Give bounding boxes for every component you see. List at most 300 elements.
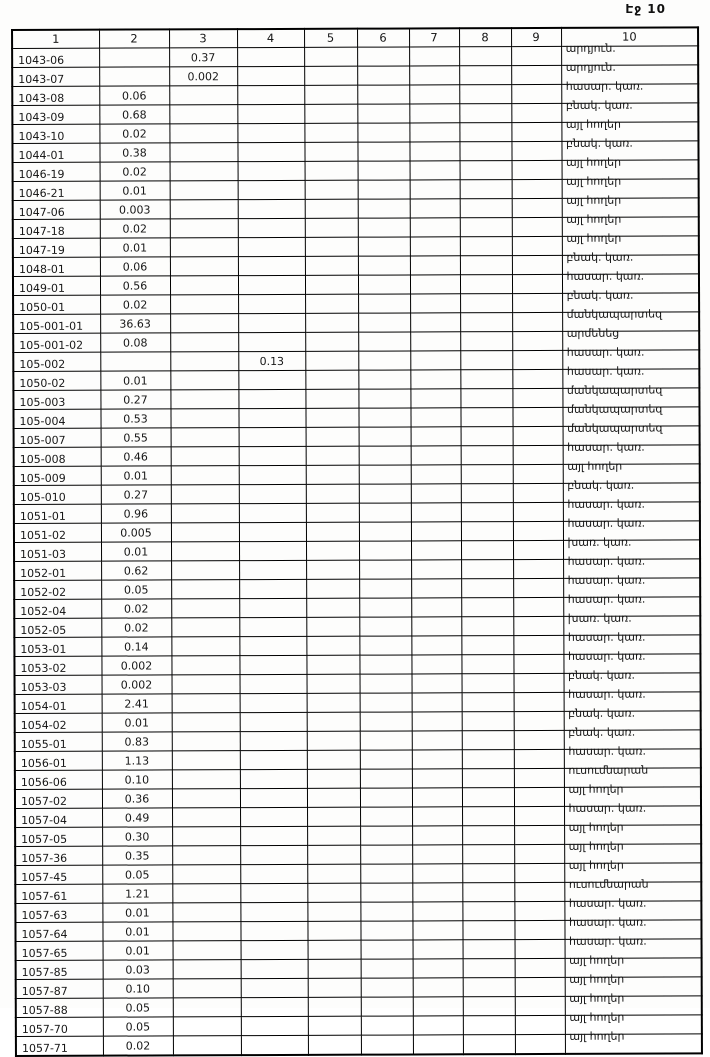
cell-value bbox=[239, 636, 306, 655]
cell-value bbox=[462, 921, 514, 940]
cell-value bbox=[514, 844, 564, 863]
cell-parcel-code bbox=[13, 200, 100, 219]
land-use-text: հասար. կառ. bbox=[566, 364, 645, 378]
cell-value bbox=[307, 731, 360, 750]
cell-value bbox=[513, 540, 563, 559]
cell-value bbox=[514, 920, 564, 939]
cell-value bbox=[410, 180, 460, 199]
cell-value bbox=[169, 67, 237, 86]
cell-value bbox=[361, 1016, 413, 1035]
value-text: 2.41 bbox=[124, 696, 149, 711]
land-use-text: հասար. կառ. bbox=[569, 934, 647, 948]
cell-value bbox=[412, 693, 462, 712]
column-header: 2 bbox=[99, 29, 169, 48]
cell-value bbox=[240, 921, 307, 940]
cell-value bbox=[101, 523, 171, 542]
cell-value bbox=[103, 1017, 173, 1036]
parcel-code-text: 1044-01 bbox=[18, 148, 65, 162]
cell-value bbox=[237, 142, 304, 161]
cell-value bbox=[305, 294, 358, 313]
cell-value bbox=[512, 217, 562, 236]
cell-value bbox=[240, 864, 307, 883]
parcel-code-text: 1043-10 bbox=[18, 129, 65, 143]
cell-value bbox=[459, 104, 511, 123]
cell-value bbox=[100, 238, 170, 257]
column-header: 4 bbox=[237, 29, 304, 48]
cell-value bbox=[361, 1035, 413, 1055]
cell-parcel-code bbox=[15, 903, 102, 922]
cell-value bbox=[307, 921, 360, 940]
cell-value bbox=[239, 446, 306, 465]
cell-value bbox=[462, 826, 514, 845]
land-use-text: այլ հողեր bbox=[566, 212, 622, 226]
cell-value bbox=[460, 408, 512, 427]
cell-value bbox=[99, 124, 169, 143]
cell-value bbox=[240, 750, 307, 769]
parcel-code-text: 105-003 bbox=[19, 395, 66, 409]
land-use-text: այլ հողեր bbox=[568, 820, 624, 834]
cell-value bbox=[170, 390, 238, 409]
cell-value bbox=[513, 597, 563, 616]
cell-value bbox=[513, 502, 563, 521]
cell-value bbox=[411, 636, 461, 655]
land-use-text: այլ հողեր bbox=[568, 858, 624, 872]
cell-value bbox=[305, 332, 358, 351]
cell-parcel-code bbox=[14, 542, 101, 561]
cell-value bbox=[240, 674, 307, 693]
cell-value bbox=[238, 389, 305, 408]
land-use-text: բնակ. կառ. bbox=[565, 136, 633, 150]
cell-value bbox=[305, 161, 358, 180]
cell-value bbox=[239, 522, 306, 541]
cell-value bbox=[412, 750, 462, 769]
cell-value bbox=[463, 997, 515, 1016]
cell-value bbox=[170, 238, 238, 257]
cell-value bbox=[170, 276, 238, 295]
cell-value bbox=[411, 522, 461, 541]
cell-parcel-code bbox=[15, 865, 102, 884]
column-header: 3 bbox=[169, 29, 237, 48]
cell-value bbox=[358, 256, 410, 275]
cell-value bbox=[306, 503, 359, 522]
cell-value bbox=[101, 637, 171, 656]
land-use-text: այլ հողեր bbox=[569, 972, 625, 986]
cell-value bbox=[239, 560, 306, 579]
cell-value bbox=[101, 656, 171, 675]
parcel-code-text: 105-007 bbox=[19, 433, 66, 447]
cell-value bbox=[170, 181, 238, 200]
value-text: 0.01 bbox=[125, 905, 150, 920]
table-body bbox=[12, 41, 702, 1056]
cell-value bbox=[357, 85, 409, 104]
land-use-text: այլ հողեր bbox=[566, 174, 622, 188]
parcel-code-text: 105-002 bbox=[19, 357, 66, 371]
cell-value bbox=[102, 846, 172, 865]
land-use-text: մանկապարտեզ bbox=[567, 421, 663, 435]
cell-value bbox=[513, 578, 563, 597]
cell-value bbox=[459, 66, 511, 85]
cell-value bbox=[306, 598, 359, 617]
cell-value bbox=[410, 389, 460, 408]
land-use-text: հասար. կառ. bbox=[567, 497, 646, 511]
cell-parcel-code bbox=[14, 637, 101, 656]
cell-value bbox=[171, 561, 239, 580]
cell-value bbox=[514, 825, 564, 844]
cell-value bbox=[514, 901, 564, 920]
cell-parcel-code bbox=[13, 257, 100, 276]
cell-value bbox=[411, 598, 461, 617]
cell-value bbox=[308, 1035, 361, 1055]
land-use-text: այլ հողեր bbox=[569, 953, 625, 967]
cell-value bbox=[463, 1016, 515, 1035]
cell-value bbox=[100, 181, 170, 200]
cell-parcel-code bbox=[14, 656, 101, 675]
value-text: 0.49 bbox=[124, 810, 150, 825]
cell-value bbox=[237, 47, 304, 66]
cell-value bbox=[463, 940, 515, 959]
cell-value bbox=[172, 808, 240, 827]
parcel-code-text: 1057-70 bbox=[21, 1022, 68, 1036]
cell-value bbox=[171, 618, 239, 637]
cell-value bbox=[173, 1017, 241, 1036]
cell-value bbox=[304, 104, 357, 123]
cell-value bbox=[238, 199, 305, 218]
cell-value bbox=[307, 693, 360, 712]
cell-value bbox=[240, 731, 307, 750]
cell-value bbox=[514, 711, 564, 730]
cell-value bbox=[512, 255, 562, 274]
cell-parcel-code bbox=[15, 751, 102, 770]
value-text: 0.10 bbox=[125, 981, 150, 996]
cell-value bbox=[462, 845, 514, 864]
value-text: 0.02 bbox=[122, 297, 148, 312]
land-use-text: այլ հողեր bbox=[569, 1010, 625, 1024]
cell-value bbox=[306, 655, 359, 674]
value-text: 0.02 bbox=[123, 601, 149, 616]
cell-parcel-code bbox=[16, 1036, 103, 1056]
cell-value bbox=[99, 86, 169, 105]
cell-value bbox=[171, 504, 239, 523]
cell-value bbox=[358, 294, 410, 313]
cell-value bbox=[359, 617, 411, 636]
cell-value bbox=[460, 237, 512, 256]
value-text: 0.05 bbox=[125, 1019, 151, 1034]
cell-value bbox=[410, 218, 460, 237]
land-use-text: այլ հողեր bbox=[569, 1029, 625, 1043]
cell-value bbox=[171, 599, 239, 618]
cell-value bbox=[413, 959, 463, 978]
cell-value bbox=[171, 447, 239, 466]
value-text: 0.30 bbox=[124, 829, 150, 844]
cell-parcel-code bbox=[15, 694, 102, 713]
cell-value bbox=[359, 522, 411, 541]
cell-value bbox=[513, 445, 563, 464]
cell-value bbox=[409, 123, 459, 142]
cell-value bbox=[460, 370, 512, 389]
cell-value bbox=[512, 236, 562, 255]
cell-value bbox=[100, 200, 170, 219]
land-use-text: արմենեց bbox=[566, 326, 620, 340]
parcel-code-text: 1054-01 bbox=[20, 699, 67, 713]
cell-value bbox=[459, 85, 511, 104]
cell-value bbox=[463, 978, 515, 997]
parcel-code-text: 105-009 bbox=[19, 471, 66, 485]
cell-value bbox=[169, 86, 237, 105]
cell-value bbox=[102, 903, 172, 922]
cell-parcel-code bbox=[14, 428, 101, 447]
cell-value bbox=[412, 769, 462, 788]
cell-value bbox=[103, 998, 173, 1017]
cell-value bbox=[515, 958, 565, 977]
cell-value bbox=[411, 484, 461, 503]
cell-value bbox=[514, 882, 564, 901]
cell-value bbox=[462, 788, 514, 807]
cell-value bbox=[461, 446, 513, 465]
cell-value bbox=[305, 218, 358, 237]
cell-value bbox=[513, 616, 563, 635]
cell-value bbox=[169, 143, 237, 162]
cell-value bbox=[238, 294, 305, 313]
cell-value bbox=[411, 617, 461, 636]
value-text: 0.27 bbox=[123, 487, 149, 502]
column-header: 10 bbox=[561, 27, 698, 46]
cell-value bbox=[460, 389, 512, 408]
cell-value bbox=[460, 332, 512, 351]
parcel-code-text: 1052-04 bbox=[20, 604, 67, 618]
cell-value bbox=[460, 294, 512, 313]
land-use-text: բնակ. կառ. bbox=[567, 478, 635, 492]
cell-value bbox=[409, 104, 459, 123]
cell-value bbox=[514, 749, 564, 768]
cell-value bbox=[411, 465, 461, 484]
cell-value bbox=[103, 979, 173, 998]
land-use-text: խառ. կառ. bbox=[567, 611, 632, 625]
cell-value bbox=[514, 806, 564, 825]
cell-parcel-code bbox=[16, 998, 103, 1017]
cell-value bbox=[304, 47, 357, 66]
cell-value bbox=[304, 85, 357, 104]
cell-parcel-code bbox=[16, 941, 103, 960]
cell-value bbox=[172, 789, 240, 808]
cell-value bbox=[514, 787, 564, 806]
parcel-code-text: 1057-88 bbox=[21, 1003, 68, 1017]
value-text: 0.27 bbox=[123, 392, 148, 407]
cell-value bbox=[172, 770, 240, 789]
cell-value bbox=[239, 598, 306, 617]
cell-parcel-code bbox=[14, 561, 101, 580]
cell-parcel-code bbox=[15, 827, 102, 846]
cell-value bbox=[462, 902, 514, 921]
cell-parcel-code bbox=[14, 599, 101, 618]
land-use-text: այլ հողեր bbox=[566, 155, 622, 169]
cell-value bbox=[410, 237, 460, 256]
cell-value bbox=[172, 846, 240, 865]
value-text: 0.02 bbox=[122, 126, 147, 141]
cell-parcel-code bbox=[12, 86, 99, 105]
cell-value bbox=[239, 465, 306, 484]
cell-value bbox=[511, 84, 561, 103]
column-header: 7 bbox=[409, 28, 459, 47]
cell-value bbox=[512, 274, 562, 293]
land-use-text: հասար. կառ. bbox=[567, 592, 646, 606]
cell-value bbox=[357, 123, 409, 142]
parcel-code-text: 1055-01 bbox=[20, 737, 67, 751]
cell-value bbox=[101, 618, 171, 637]
cell-parcel-code bbox=[14, 523, 101, 542]
parcel-code-text: 1054-02 bbox=[20, 718, 67, 732]
parcel-code-text: 1057-61 bbox=[21, 889, 68, 903]
cell-value bbox=[514, 730, 564, 749]
cell-value bbox=[238, 351, 305, 370]
cell-value bbox=[100, 295, 170, 314]
cell-value bbox=[308, 997, 361, 1016]
cell-value bbox=[460, 199, 512, 218]
cell-value bbox=[171, 485, 239, 504]
cell-value bbox=[513, 464, 563, 483]
cell-value bbox=[411, 560, 461, 579]
value-text: 0.01 bbox=[124, 715, 149, 730]
cell-value bbox=[460, 218, 512, 237]
cell-value bbox=[173, 1036, 241, 1056]
cell-value bbox=[171, 656, 239, 675]
land-use-text: հասար. կառ. bbox=[567, 630, 646, 644]
cell-value bbox=[306, 560, 359, 579]
cell-value bbox=[101, 428, 171, 447]
cell-value bbox=[307, 902, 360, 921]
parcel-code-text: 1057-87 bbox=[21, 984, 68, 998]
cell-value bbox=[307, 807, 360, 826]
cell-value bbox=[304, 66, 357, 85]
cell-value bbox=[462, 693, 514, 712]
value-text: 0.38 bbox=[122, 145, 147, 160]
value-text: 0.01 bbox=[123, 544, 149, 559]
cell-value bbox=[102, 808, 172, 827]
cell-value bbox=[511, 103, 561, 122]
cell-value bbox=[102, 865, 172, 884]
cell-value bbox=[410, 370, 460, 389]
cell-value bbox=[306, 541, 359, 560]
cell-value bbox=[241, 940, 308, 959]
land-use-text: բնակ. կառ. bbox=[566, 250, 634, 264]
cell-land-use bbox=[565, 1029, 702, 1054]
cell-value bbox=[357, 142, 409, 161]
land-use-text: այլ հողեր bbox=[567, 459, 623, 473]
cell-value bbox=[172, 903, 240, 922]
parcel-code-text: 1052-01 bbox=[20, 566, 67, 580]
cell-value bbox=[305, 389, 358, 408]
cell-value bbox=[460, 351, 512, 370]
land-use-text: բնակ. կառ. bbox=[566, 288, 634, 302]
cell-value bbox=[99, 143, 169, 162]
cell-value bbox=[102, 694, 172, 713]
cell-value bbox=[360, 788, 412, 807]
cell-value bbox=[462, 750, 514, 769]
cell-value bbox=[410, 313, 460, 332]
cell-value bbox=[173, 960, 241, 979]
cell-value bbox=[169, 124, 237, 143]
cell-value bbox=[241, 1016, 308, 1035]
value-text: 0.03 bbox=[125, 962, 150, 977]
cell-value bbox=[511, 46, 561, 65]
cell-value bbox=[170, 314, 238, 333]
cell-value bbox=[241, 978, 308, 997]
cell-value bbox=[238, 256, 305, 275]
parcel-code-text: 105-010 bbox=[19, 490, 66, 504]
cell-value bbox=[170, 371, 238, 390]
cell-parcel-code bbox=[15, 789, 102, 808]
cell-value bbox=[308, 940, 361, 959]
cell-value bbox=[308, 1016, 361, 1035]
cell-value bbox=[171, 637, 239, 656]
value-text: 0.01 bbox=[122, 183, 147, 198]
value-text: 0.13 bbox=[259, 354, 285, 368]
land-use-text: ուսումնարան bbox=[568, 763, 649, 777]
cell-value bbox=[306, 636, 359, 655]
cell-value bbox=[173, 998, 241, 1017]
cell-value bbox=[409, 142, 459, 161]
cell-parcel-code bbox=[14, 504, 101, 523]
cell-value bbox=[172, 675, 240, 694]
value-text: 0.46 bbox=[123, 449, 148, 464]
cell-value bbox=[305, 351, 358, 370]
cell-value bbox=[306, 579, 359, 598]
value-text: 0.53 bbox=[123, 411, 148, 426]
cell-value bbox=[172, 732, 240, 751]
cell-value bbox=[240, 693, 307, 712]
value-text: 0.62 bbox=[123, 563, 149, 578]
cell-value bbox=[305, 180, 358, 199]
cell-value bbox=[306, 522, 359, 541]
land-use-text: հասար. կառ. bbox=[566, 269, 645, 283]
cell-value bbox=[238, 408, 305, 427]
cell-value bbox=[100, 371, 170, 390]
cell-value bbox=[409, 66, 459, 85]
cell-value bbox=[459, 47, 511, 66]
cell-value bbox=[306, 617, 359, 636]
cell-parcel-code bbox=[13, 333, 100, 352]
cell-value bbox=[411, 655, 461, 674]
cell-value bbox=[238, 237, 305, 256]
cell-value bbox=[462, 712, 514, 731]
parcel-code-text: 1056-01 bbox=[20, 756, 67, 770]
cell-value bbox=[360, 921, 412, 940]
cell-value bbox=[306, 465, 359, 484]
cell-value bbox=[101, 447, 171, 466]
cell-value bbox=[170, 409, 238, 428]
value-text: 0.02 bbox=[125, 1038, 151, 1053]
cell-value bbox=[240, 807, 307, 826]
value-text: 1.21 bbox=[125, 886, 150, 901]
parcel-code-text: 1052-05 bbox=[20, 623, 67, 637]
land-use-text: հասար. կառ. bbox=[567, 516, 646, 530]
cell-value bbox=[515, 977, 565, 996]
parcel-code-text: 1048-01 bbox=[18, 262, 65, 276]
cell-value bbox=[511, 65, 561, 84]
cell-parcel-code bbox=[12, 143, 99, 162]
land-use-text: հասար. կառ. bbox=[567, 649, 646, 663]
value-text: 0.002 bbox=[120, 677, 153, 692]
cell-value bbox=[460, 256, 512, 275]
cell-value bbox=[171, 542, 239, 561]
parcel-code-text: 1057-65 bbox=[21, 946, 68, 960]
cell-value bbox=[411, 427, 461, 446]
cell-parcel-code bbox=[13, 409, 100, 428]
cell-parcel-code bbox=[12, 67, 99, 86]
cell-value bbox=[304, 142, 357, 161]
cell-value bbox=[101, 580, 171, 599]
cell-value bbox=[413, 1035, 463, 1055]
cell-value bbox=[306, 446, 359, 465]
